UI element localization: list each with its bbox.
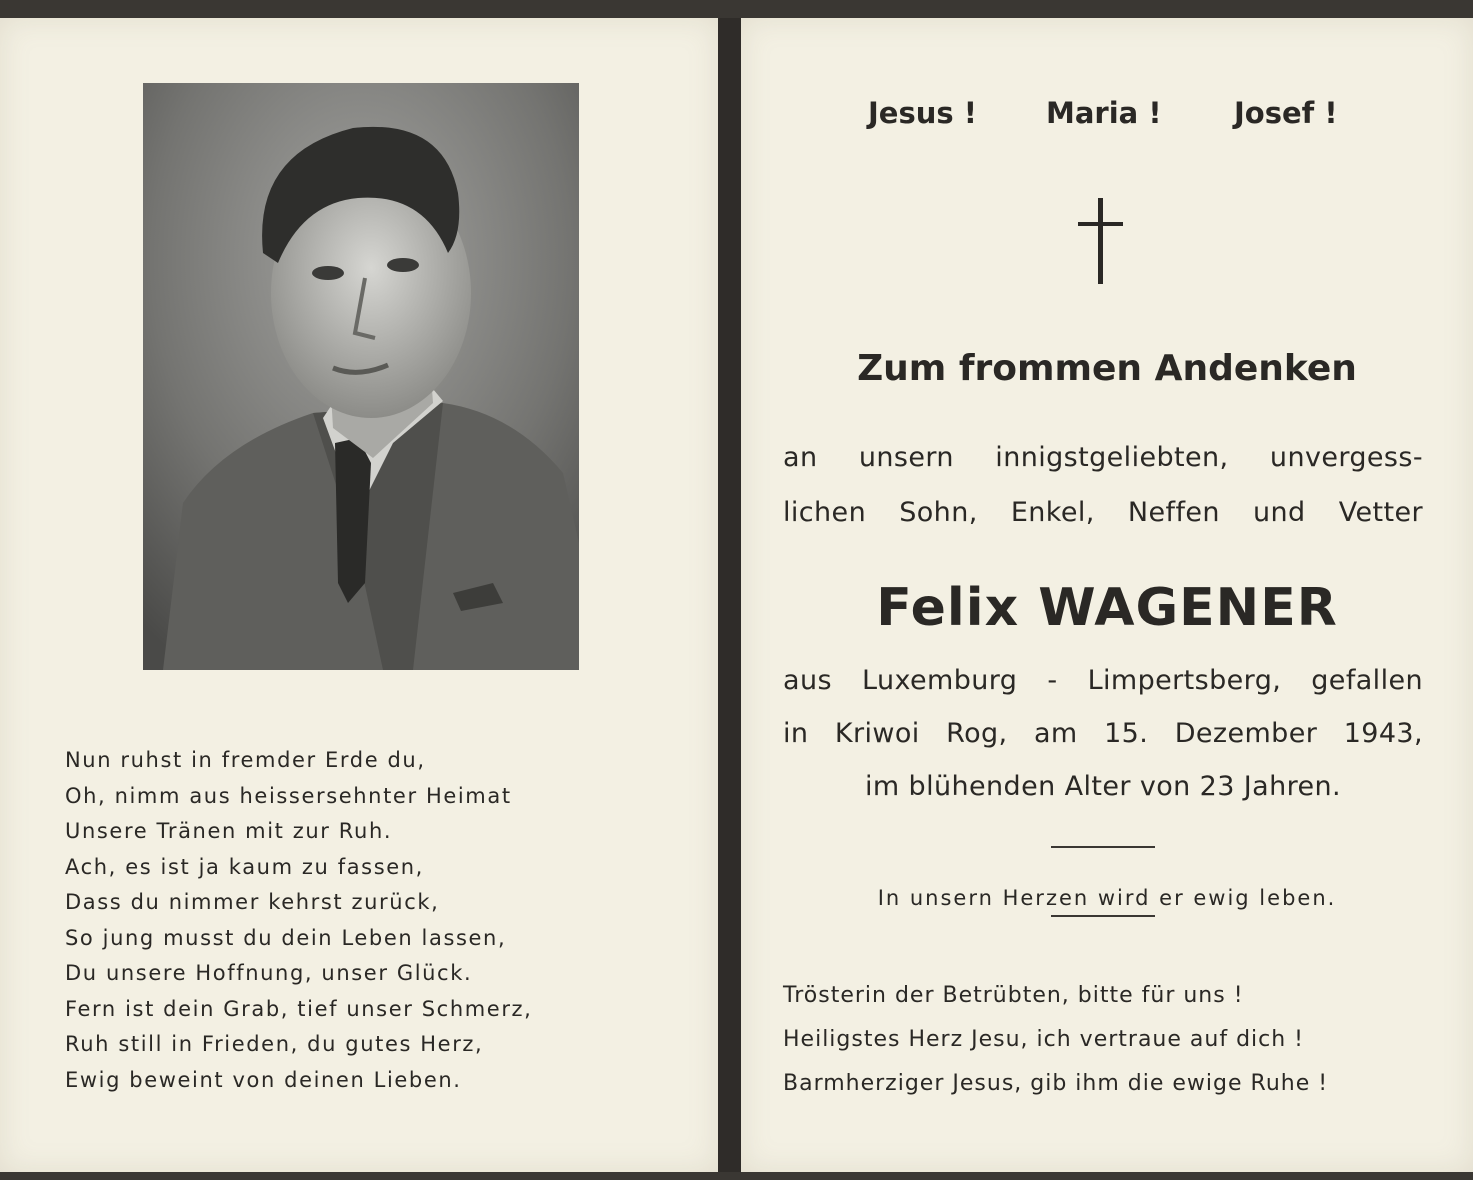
title: Zum frommen Andenken [857, 348, 1357, 389]
poem-line: Du unsere Hoffnung, unser Glück. [65, 961, 473, 985]
intro-line-2: lichen Sohn, Enkel, Neffen und Vetter [783, 497, 1423, 528]
invocation-maria: Maria ! [1046, 96, 1162, 130]
card-spine [718, 18, 741, 1172]
prayer-line: Trösterin der Betrübten, bitte für uns ! [783, 983, 1244, 1008]
poem-line: Oh, nimm aus heissersehnter Heimat [65, 783, 512, 808]
divider-top [1051, 846, 1155, 848]
detail-line-1: aus Luxemburg - Limpertsberg, gefallen [783, 665, 1423, 696]
invocation-josef: Josef ! [1234, 96, 1338, 130]
portrait-photo [143, 83, 579, 670]
poem-line: So jung musst du dein Leben lassen, [65, 925, 507, 950]
prayer-line: Barmherziger Jesus, gib ihm die ewige Ruhe ! [783, 1071, 1329, 1096]
detail-line-3: im blühenden Alter von 23 Jahren. [864, 771, 1342, 802]
header-invocation [741, 96, 1473, 136]
poem-line: Dass du nimmer kehrst zurück, [65, 890, 440, 914]
motto: In unsern Herzen wird er ewig leben. [877, 886, 1337, 910]
poem-line: Unsere Tränen mit zur Ruh. [65, 819, 393, 843]
invocation-jesus: Jesus ! [868, 96, 977, 130]
poem-line: Nun ruhst in fremder Erde du, [65, 748, 426, 772]
poem [65, 743, 532, 1098]
divider-bottom [1051, 915, 1155, 917]
poem-line: Ewig beweint von deinen Lieben. [65, 1067, 462, 1092]
right-page [741, 18, 1473, 1172]
portrait-illustration [143, 83, 579, 670]
deceased-name: Felix WAGENER [876, 578, 1338, 638]
detail-line-2: in Kriwoi Rog, am 15. Dezember 1943, [783, 718, 1423, 749]
poem-line: Fern ist dein Grab, tief unser Schmerz, [65, 996, 533, 1021]
intro-line-1: an unsern innigstgeliebten, unvergess- [783, 442, 1423, 473]
poem-line: Ach, es ist ja kaum zu fassen, [65, 854, 424, 879]
cross-icon [1076, 196, 1126, 286]
poem-line: Ruh still in Frieden, du gutes Herz, [65, 1032, 484, 1056]
left-page [0, 18, 718, 1172]
prayer-line: Heiligstes Herz Jesu, ich vertraue auf dich ! [783, 1027, 1304, 1052]
